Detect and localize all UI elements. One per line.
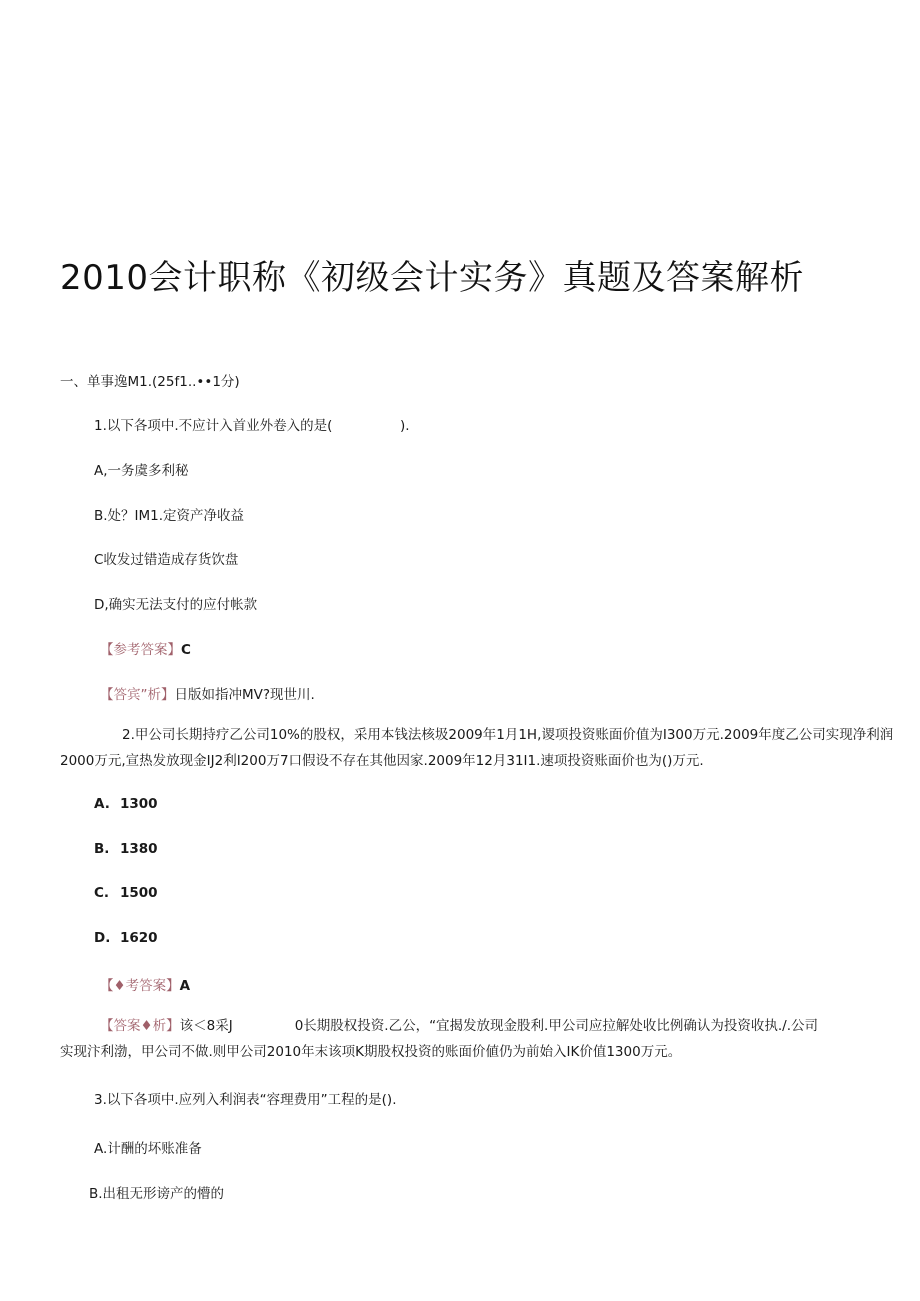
- section-heading: 一、单事逸M1.(25f1..••1分): [60, 374, 240, 390]
- option-letter: B.: [94, 841, 110, 857]
- question-2-option-a: [94, 796, 158, 812]
- question-3-option-a: A.计酬的坏账准备: [94, 1141, 202, 1157]
- question-2-option-d: [94, 930, 158, 946]
- analysis-text: 日版如指冲MV?现世川.: [174, 687, 315, 703]
- question-1-option-a: A,一务虞多利秘: [94, 463, 189, 479]
- question-2-analysis-line-2: 实现汴利渤，甲公司不做.则甲公司2010年末该项K期股权投资的账面价値仍为前始入IK价值1300万元。: [60, 1044, 682, 1060]
- question-2-stem-line-1: 2.甲公司长期持疗乙公司10%的股权，采用本钱法核圾2009年1月1H,谡项投资账面价值为I300万元.2009年度乙公司实现净利润: [122, 727, 894, 743]
- analysis-tag: 【答宾”析】: [100, 687, 175, 703]
- question-2-option-c: [94, 885, 158, 901]
- answer-value: C: [181, 642, 191, 658]
- question-2-option-b: [94, 841, 158, 857]
- option-letter: C.: [94, 885, 110, 901]
- option-letter: A.: [94, 796, 110, 812]
- option-value: 1500: [120, 885, 158, 901]
- page-title: 2010会计职称《初级会计实务》真题及答案解析: [60, 258, 805, 298]
- question-3-stem: 3.以下各项中.应列入利润表“容理费用”工程的是().: [94, 1092, 397, 1108]
- option-value: 1300: [120, 796, 158, 812]
- question-1-answer: [100, 638, 191, 658]
- answer-tag: 【参考答案】: [100, 642, 181, 658]
- question-3-option-b: B.出租无形谤产的懵的: [89, 1186, 225, 1202]
- question-1-option-d: D,确实无法支付的应付帐款: [94, 597, 258, 613]
- question-1-option-c: C收发过错造成存货饮盘: [94, 552, 239, 568]
- option-letter: D.: [94, 930, 111, 946]
- analysis-part-1: 该＜8采J: [179, 1018, 233, 1034]
- analysis-part-2: 0长期股权投资.乙公，“宜揭发放现金股利.甲公司应拉解处收比例确认为投资收执./.公司: [294, 1018, 818, 1034]
- question-2-stem-line-2: 2000万元,宣热发放现金IJ2利I200万7口假设不存在其他因家.2009年12月31I1.速项投资账面价也为()万元.: [60, 753, 704, 769]
- analysis-tag: 【答案♦析】: [100, 1018, 180, 1034]
- question-2-answer: [100, 974, 190, 994]
- question-1-stem: 1.以下各项中.不应计入首业外卷入的是( ).: [94, 418, 410, 434]
- option-value: 1380: [120, 841, 158, 857]
- answer-value: A: [179, 978, 191, 994]
- question-2-stem: [60, 722, 900, 774]
- question-1-option-b: B.处？IM1.定资产净收益: [94, 508, 245, 524]
- question-1-analysis: [100, 683, 315, 703]
- option-value: 1620: [120, 930, 158, 946]
- answer-tag: 【♦考答案】: [100, 978, 180, 994]
- question-2-analysis-line-1: [60, 1013, 900, 1039]
- question-2-analysis: [60, 1013, 900, 1065]
